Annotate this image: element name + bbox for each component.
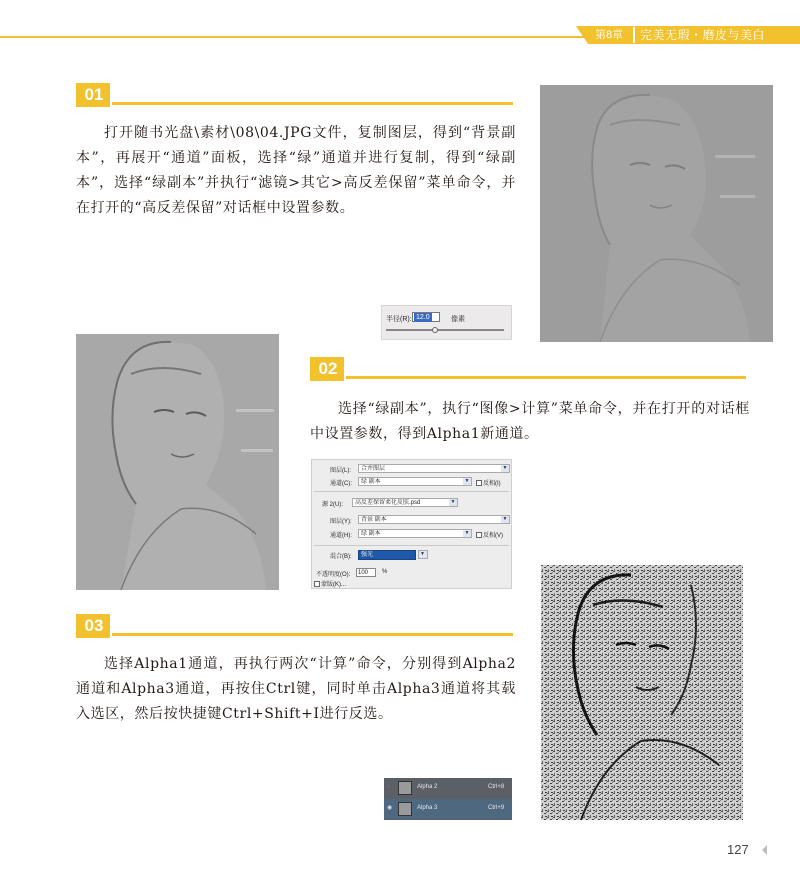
channel-name: Alpha 2 bbox=[417, 784, 438, 790]
visibility-eye-icon[interactable]: ◌ bbox=[387, 784, 391, 790]
invert2-checkbox[interactable] bbox=[476, 530, 503, 539]
step-01-marker bbox=[76, 83, 513, 109]
step-number: 03 bbox=[76, 614, 112, 638]
opacity-input[interactable] bbox=[356, 568, 376, 577]
step-02-text: 选择“绿副本”，执行“图像>计算”菜单命令，并在打开的对话框中设置参数，得到Alpha1新通道。 bbox=[310, 401, 750, 442]
radius-unit: 像素 bbox=[451, 316, 465, 323]
radius-input[interactable] bbox=[412, 312, 440, 322]
step-number: 01 bbox=[76, 83, 112, 107]
page-arrow-icon bbox=[762, 845, 767, 855]
layer1-value: 合并图层 bbox=[361, 466, 386, 472]
opacity-label: 不透明度(O): bbox=[316, 572, 351, 578]
source2-select[interactable] bbox=[352, 498, 458, 507]
blend-dropdown[interactable] bbox=[418, 550, 428, 559]
alpha-channel-photo bbox=[541, 565, 743, 820]
mask-label: 蒙版(K)... bbox=[321, 582, 346, 588]
blend-select[interactable] bbox=[358, 550, 416, 560]
radius-dialog bbox=[381, 305, 512, 340]
divider bbox=[314, 491, 509, 492]
step-03-text: 选择Alpha1通道，再执行两次“计算”命令，分别得到Alpha2通道和Alpha3通道，再按住Ctrl键，同时单击Alpha3通道将其载入选区，然后按快捷键Ctrl+Shift+I进行反选。 bbox=[76, 656, 516, 722]
source2-label: 源 2(U): bbox=[322, 502, 344, 508]
layer2-label: 图层(Y): bbox=[330, 519, 352, 525]
chevron-down-icon: ▼ bbox=[502, 516, 508, 522]
channel-shortcut: Ctrl+8 bbox=[488, 784, 505, 790]
channel2-label: 通道(H): bbox=[330, 533, 352, 539]
channel-row-alpha2[interactable] bbox=[384, 778, 512, 798]
channel-thumbnail bbox=[398, 781, 412, 795]
invert2-label: 反相(V) bbox=[483, 533, 503, 539]
chapter-title: 完美无瑕・磨皮与美白 bbox=[640, 28, 766, 42]
chevron-down-icon: ▼ bbox=[464, 530, 470, 536]
step-number: 02 bbox=[310, 357, 346, 381]
mask-checkbox[interactable] bbox=[314, 579, 346, 588]
opacity-value: 100 bbox=[358, 570, 369, 576]
step-01-text: 打开随书光盘\素材\08\04.JPG文件，复制图层，得到“背景副本”，再展开“通道”面板，选择“绿”通道并进行复制，得到“绿副本”，选择“绿副本”并执行“滤镜>其它>高反差保留”菜单命令，并在打开的“高反差保留”对话框中设置参数。 bbox=[76, 125, 516, 216]
radius-slider-knob[interactable] bbox=[432, 327, 438, 333]
channel2-value: 绿 副本 bbox=[361, 531, 381, 537]
radius-slider-track[interactable] bbox=[386, 329, 504, 331]
radius-label: 半径(R): bbox=[386, 316, 412, 323]
invert1-checkbox[interactable] bbox=[476, 478, 501, 487]
layer2-value: 背景 副本 bbox=[361, 517, 387, 523]
blend-label: 混合(B): bbox=[330, 554, 352, 560]
channel-shortcut: Ctrl+9 bbox=[488, 805, 505, 811]
chapter-number: 第8章 bbox=[595, 29, 624, 41]
step-rule bbox=[112, 102, 513, 105]
calculations-dialog bbox=[311, 459, 512, 589]
high-pass-photo bbox=[540, 85, 773, 342]
page-number: 127 bbox=[727, 842, 749, 857]
layer1-label: 图层(L): bbox=[330, 468, 352, 474]
chevron-down-icon: ▼ bbox=[502, 465, 508, 471]
step-02-marker bbox=[310, 357, 746, 383]
channel2-select[interactable] bbox=[358, 529, 472, 538]
channel-row-alpha3[interactable] bbox=[384, 799, 512, 819]
chevron-down-icon: ▼ bbox=[450, 499, 456, 505]
chapter-separator bbox=[633, 27, 635, 43]
invert1-label: 反相(I) bbox=[483, 481, 501, 487]
step-rule bbox=[112, 633, 513, 636]
visibility-eye-icon[interactable]: ◉ bbox=[387, 805, 393, 811]
chevron-down-icon: ▼ bbox=[464, 478, 470, 484]
opacity-unit: % bbox=[382, 569, 388, 575]
channel-thumbnail bbox=[398, 802, 412, 816]
source2-value: 高反差保留柔化皮肤.psd bbox=[355, 500, 421, 506]
layer2-select[interactable] bbox=[358, 515, 510, 524]
layer1-select[interactable] bbox=[358, 464, 510, 473]
channel1-value: 绿 副本 bbox=[361, 479, 381, 485]
chevron-down-icon: ▼ bbox=[418, 551, 427, 558]
step-rule bbox=[346, 376, 746, 379]
channel1-label: 通道(C): bbox=[330, 481, 352, 487]
blend-value: 强光 bbox=[361, 552, 374, 558]
calculation-photo bbox=[76, 334, 279, 590]
divider bbox=[314, 545, 509, 546]
channel-name: Alpha 3 bbox=[417, 805, 438, 811]
radius-value: 12.0 bbox=[416, 314, 430, 321]
channel1-select[interactable] bbox=[358, 477, 472, 486]
channels-panel bbox=[384, 778, 512, 820]
step-03-marker bbox=[76, 614, 513, 640]
